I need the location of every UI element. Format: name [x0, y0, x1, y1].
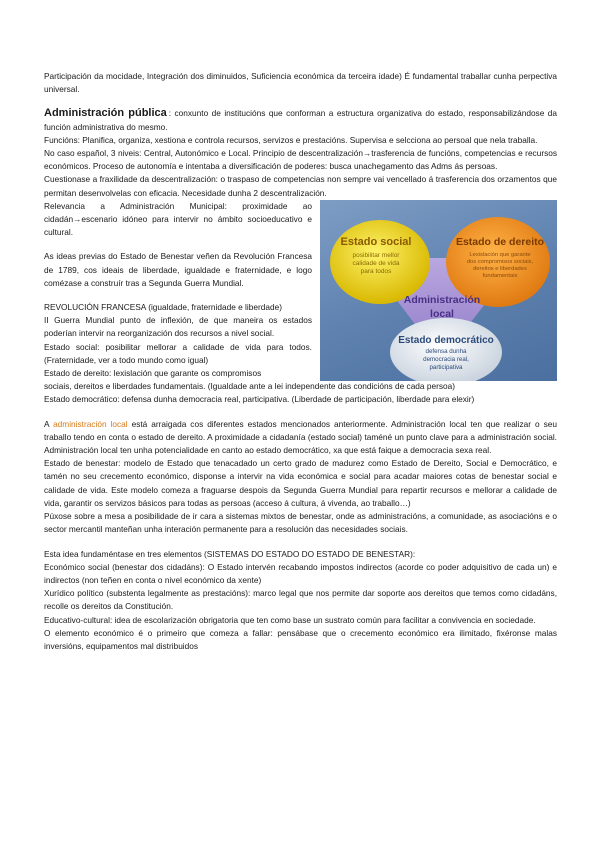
intro-paragraph: Participación da mocidade, Integración dos diminuidos, Suficiencia económica da terceira idade) É fundamental traballar cunha perpectiva universal. [44, 71, 557, 95]
xuridico-paragraph: Xurídico político (substenta legalmente as prestacións): marco legal que nos permite dar soporte aos dereitos que temos como cidadáns, recolle os dereitos da Constitución. [44, 588, 557, 612]
estado-benestar-paragraph: Estado de benestar: modelo de Estado que tenacadado un certo grado de madurez como Estado de Dereito, Social e Democrático, e tamén no seu crecemento económico, disponse a intervir na vida económica e social para acadar maiores cotas de benestar social e calidade de vida. Este modelo comeza a fraguarse despois da Segunda Guerra Mundial para repartir recursos e mellorar a calidade de vida, garantir os servizos básicos para todas as persoas (acceso á cultura, á vivenda, ao traballo…) [44, 458, 557, 508]
funcions-paragraph: Funcións: Planifica, organiza, xestiona e controla recursos, servizos e prestacións. Supervisa e selcciona ao persoal que nela traballa. [44, 134, 538, 145]
admin-definition [44, 107, 557, 133]
democratico-line-2: democracia real, [423, 355, 469, 363]
ideas-previas-paragraph: As ideas previas do Estado de Benestar veñen da Revolución Francesa de 1789, cos ideais de liberdade, igualdade e fraternidade, e logo comézase a construír tras a Segunda Guerra Mundial. [44, 251, 312, 288]
elemento-paragraph: O elemento económico é o primeiro que comeza a fallar: pensábase que o crecemento económico era ilimitado, fixéronse malas inversións, equipamentos mal distribuidos [44, 627, 557, 651]
left-column [44, 200, 312, 380]
idea-fundamental-paragraph: Esta idea fundaméntase en tres elementos (SISTEMAS DO ESTADO DO ESTADO DE BENESTAR): [44, 548, 416, 559]
social-line-1: posibilitar mellor [352, 251, 400, 259]
social-line-3: para todos [360, 267, 392, 275]
dereito-title: Estado de dereito [455, 235, 545, 248]
puxose-paragraph: Púxose sobre a mesa a posibilidade de ir cara a sistemas mixtos de benestar, onde as administracións, a comunidade, as asociacións e o sector mercantil manteñan unha interación permanente para a resolución das necesidades sociais. [44, 511, 557, 535]
economico-paragraph: Económico social (benestar dos cidadáns): O Estado intervén recabando impostos indirectos (acorde co poder adquisitivo de cada un) e indirectos (non teñen en conta o nivel económico da xente) [44, 561, 557, 585]
niveis-paragraph: No caso español, 3 niveis: Central, Autonómico e Local. Principio de descentralización→trasferencia de funcións, competencias e recursos económicos. Proceso de autonomía e intentaba a diversificación de poderes: busca unachegamento das Adms ás persoas. [44, 148, 557, 172]
dereito-line-1: Lexislación que garante [469, 251, 531, 258]
estado-social-paragraph: Estado social: posibilitar mellorar a calidade de vida para todos. (Fraternidade, ver a todo mundo como igual) [44, 341, 312, 365]
admin-local-pre: A [44, 418, 54, 429]
dereito-line-2: dos compromisos sociais, [466, 258, 534, 265]
democratico-line-1: defensa dunha [425, 347, 467, 355]
estado-dereito-paragraph-b: sociais, dereitos e liberdades fundamentais. (Igualdade ante a lei independente das condicións de cada persoa) [44, 381, 455, 392]
guerra-paragraph: II Guerra Mundial punto de inflexión, de que maneira os estados poderían intervir na reorganización dos recursos a nivel social. [44, 315, 312, 339]
democratico-line-3: participativa [429, 363, 463, 371]
float-section [44, 200, 557, 380]
estado-democratico-paragraph: Estado democrático: defensa dunha democracia real, participativa. (Liberdade de participación, liberdade para elexir) [44, 394, 475, 405]
admin-local-paragraph [44, 418, 557, 458]
diagram-svg [320, 200, 557, 381]
relevancia-paragraph: Relevancia a Administración Municipal: proximidade ao cidadán→escenario idóneo para intervir no ámbito socioeducativo e cultural. [44, 200, 312, 238]
estado-diagram [320, 200, 557, 381]
admin-local-post: está arraigada cos diferentes estados mencionados anteriormente. Administración local ten que realizar o seu traballo tendo en conta o estado de dereito. A proximidade a cidadanía (estado social) taméné un punto clave para a administración social. Administración local ten unha potencialidade en canto ao estado democrático, xa que está faique a democracia sexa real. [44, 418, 557, 456]
dereito-line-4: fundamentais [482, 272, 518, 279]
revolucion-paragraph: REVOLUCIÓN FRANCESA (igualdade, fraternidade e liberdade) [44, 302, 282, 313]
document-page [44, 70, 557, 653]
admin-heading: Administración pública [44, 107, 167, 120]
admin-def-text: : conxunto de institucións que conforman a estructura organizativa do estado, responsabilizándose da función administrativa do mesmo. [44, 108, 557, 132]
social-title: Estado social [340, 235, 412, 248]
social-line-2: calidade de vida [352, 259, 400, 267]
democratico-title: Estado democrático [398, 334, 494, 346]
dereito-line-3: dereitos e liberdades [473, 265, 527, 272]
admin-local-line-2: local [430, 307, 454, 320]
admin-local-line-1: Administración [403, 293, 481, 306]
cuestionase-paragraph: Cuestionase a fraxilidade da descentralización: o traspaso de competencias non sempre vai vencellado á trasferencia dos orzamentos que permitan desenvolvelas con eficacia. Necesidade dunha 2 descentralización. [44, 174, 557, 198]
educativo-paragraph: Educativo-cultural: idea de escolarización obrigatoria que ten como base un sustrato común para facilitar a convivencia en sociedade. [44, 614, 536, 625]
estado-dereito-paragraph-a: Estado de dereito: lexislación que garante os compromisos [44, 368, 262, 379]
admin-local-highlight: administración local [53, 418, 128, 429]
